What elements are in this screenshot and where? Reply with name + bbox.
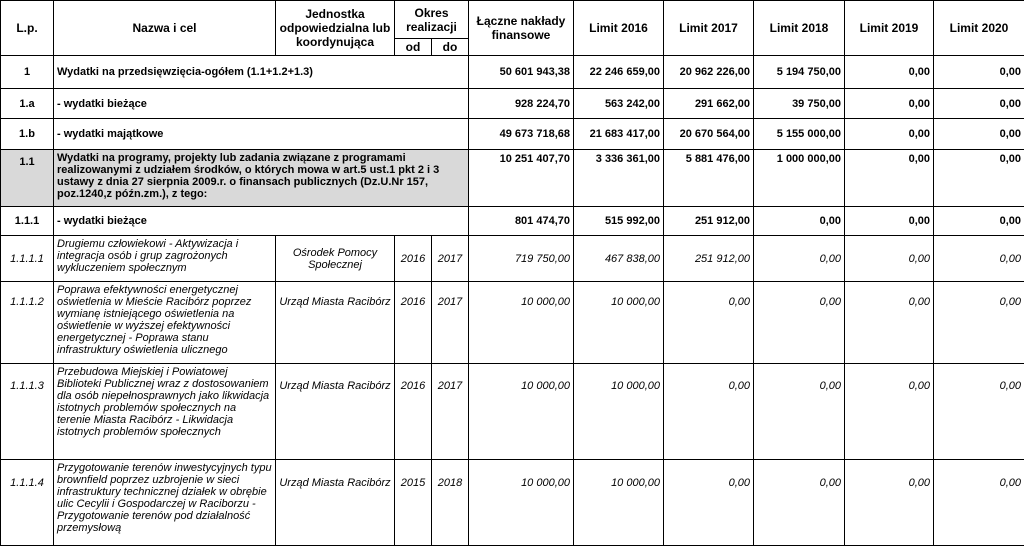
row-name: Wydatki na programy, projekty lub zadania związane z programami realizowanymi z udziałem środków, o których mowa w art.5 ust.1 pkt 2 i 3 ustawy z dnia 27 sierpnia 2009.r. o finansach publicznych (Dz.U.Nr 157, poz.1240,z późn.zm.), z tego:: [54, 150, 469, 207]
header-limit-2017: Limit 2017: [664, 1, 754, 56]
row-total: 801 474,70: [469, 207, 574, 236]
row-limit-2016: 563 242,00: [574, 89, 664, 119]
row-unit: Ośrodek Pomocy Społecznej: [276, 236, 395, 282]
row-limit-2017: 0,00: [664, 364, 754, 460]
row-total: 10 000,00: [469, 460, 574, 546]
row-to: 2017: [432, 236, 469, 282]
row-limit-2018: 5 155 000,00: [754, 119, 845, 150]
row-limit-2016: 10 000,00: [574, 460, 664, 546]
row-limit-2018: 0,00: [754, 282, 845, 364]
row-name: Wydatki na przedsięwzięcia-ogółem (1.1+1.2+1.3): [54, 56, 469, 89]
row-limit-2020: 0,00: [934, 236, 1024, 282]
row-to: 2017: [432, 364, 469, 460]
row-to: 2017: [432, 282, 469, 364]
row-lp: 1.1.1.2: [1, 282, 54, 364]
row-limit-2016: 22 246 659,00: [574, 56, 664, 89]
row-limit-2019: 0,00: [845, 89, 934, 119]
row-total: 928 224,70: [469, 89, 574, 119]
row-lp: 1.1.1.1: [1, 236, 54, 282]
header-name: Nazwa i cel: [54, 1, 276, 56]
row-total: 49 673 718,68: [469, 119, 574, 150]
table-row: [1, 119, 1024, 150]
row-limit-2018: 1 000 000,00: [754, 150, 845, 207]
row-limit-2019: 0,00: [845, 236, 934, 282]
row-limit-2018: 0,00: [754, 207, 845, 236]
row-limit-2020: 0,00: [934, 460, 1024, 546]
row-from: 2015: [395, 460, 432, 546]
row-limit-2016: 10 000,00: [574, 364, 664, 460]
row-limit-2019: 0,00: [845, 150, 934, 207]
row-lp: 1.a: [1, 89, 54, 119]
row-unit: Urząd Miasta Racibórz: [276, 364, 395, 460]
row-unit: Urząd Miasta Racibórz: [276, 460, 395, 546]
row-limit-2020: 0,00: [934, 364, 1024, 460]
row-limit-2017: 251 912,00: [664, 236, 754, 282]
row-limit-2018: 5 194 750,00: [754, 56, 845, 89]
row-name: Przebudowa Miejskiej i Powiatowej Biblioteki Publicznej wraz z dostosowaniem dla osób niepełnosprawnych jako likwidacja istotnych problemów społecznych na terenie Miasta Racibórz - Likwidacja istotnych problemów społecznych: [54, 364, 276, 460]
row-limit-2017: 5 881 476,00: [664, 150, 754, 207]
row-name: Przygotowanie terenów inwestycyjnych typu brownfield poprzez uzbrojenie w sieci infrastruktury technicznej działek w obrębie ulic Cecylii i Gospodarczej w Raciborzu - Przygotowanie terenów pod działalność przemysłową: [54, 460, 276, 546]
row-limit-2019: 0,00: [845, 56, 934, 89]
row-from: 2016: [395, 364, 432, 460]
header-period: Okres realizacji: [395, 1, 469, 39]
table-row: [1, 460, 1024, 546]
row-unit: Urząd Miasta Racibórz: [276, 282, 395, 364]
row-limit-2018: 0,00: [754, 236, 845, 282]
table-row: [1, 282, 1024, 364]
row-lp: 1.1.1.3: [1, 364, 54, 460]
table-row: [1, 56, 1024, 89]
row-name: Poprawa efektywności energetycznej oświetlenia w Mieście Racibórz poprzez wymianę istniejącego oświetlenia na oświetlenie w wyższej efektywności energetycznej - Poprawa stanu infrastruktury oświetlenia ulicznego: [54, 282, 276, 364]
row-limit-2020: 0,00: [934, 56, 1024, 89]
header-limit-2020: Limit 2020: [934, 1, 1024, 56]
row-name: - wydatki bieżące: [54, 89, 469, 119]
row-limit-2016: 10 000,00: [574, 282, 664, 364]
header-limit-2016: Limit 2016: [574, 1, 664, 56]
row-limit-2019: 0,00: [845, 364, 934, 460]
row-limit-2019: 0,00: [845, 460, 934, 546]
row-limit-2017: 291 662,00: [664, 89, 754, 119]
row-to: 2018: [432, 460, 469, 546]
table-row: [1, 89, 1024, 119]
row-from: 2016: [395, 236, 432, 282]
table-row: [1, 207, 1024, 236]
row-limit-2018: 0,00: [754, 460, 845, 546]
row-total: 10 251 407,70: [469, 150, 574, 207]
row-total: 10 000,00: [469, 364, 574, 460]
table-row: [1, 364, 1024, 460]
row-lp: 1.b: [1, 119, 54, 150]
row-limit-2020: 0,00: [934, 207, 1024, 236]
header-unit: Jednostka odpowiedzialna lub koordynująca: [276, 1, 395, 56]
header-limit-2018: Limit 2018: [754, 1, 845, 56]
row-limit-2016: 3 336 361,00: [574, 150, 664, 207]
row-name: - wydatki bieżące: [54, 207, 469, 236]
header-total: Łączne nakłady finansowe: [469, 1, 574, 56]
header-from: od: [395, 39, 432, 56]
row-limit-2020: 0,00: [934, 282, 1024, 364]
row-limit-2019: 0,00: [845, 207, 934, 236]
row-limit-2017: 251 912,00: [664, 207, 754, 236]
row-lp: 1.1: [1, 150, 54, 207]
header-limit-2019: Limit 2019: [845, 1, 934, 56]
row-total: 719 750,00: [469, 236, 574, 282]
row-lp: 1.1.1.4: [1, 460, 54, 546]
row-limit-2020: 0,00: [934, 119, 1024, 150]
row-limit-2020: 0,00: [934, 150, 1024, 207]
row-limit-2016: 515 992,00: [574, 207, 664, 236]
row-lp: 1: [1, 56, 54, 89]
row-total: 50 601 943,38: [469, 56, 574, 89]
row-total: 10 000,00: [469, 282, 574, 364]
row-name: - wydatki majątkowe: [54, 119, 469, 150]
row-limit-2018: 0,00: [754, 364, 845, 460]
header-lp: L.p.: [1, 1, 54, 56]
row-name: Drugiemu człowiekowi - Aktywizacja i integracja osób i grup zagrożonych wykluczeniem społecznym: [54, 236, 276, 282]
row-from: 2016: [395, 282, 432, 364]
row-limit-2017: 0,00: [664, 282, 754, 364]
row-limit-2017: 0,00: [664, 460, 754, 546]
row-limit-2020: 0,00: [934, 89, 1024, 119]
row-limit-2016: 21 683 417,00: [574, 119, 664, 150]
row-limit-2019: 0,00: [845, 119, 934, 150]
header-to: do: [432, 39, 469, 56]
row-limit-2017: 20 962 226,00: [664, 56, 754, 89]
table-row: [1, 236, 1024, 282]
row-limit-2019: 0,00: [845, 282, 934, 364]
row-lp: 1.1.1: [1, 207, 54, 236]
row-limit-2016: 467 838,00: [574, 236, 664, 282]
row-limit-2017: 20 670 564,00: [664, 119, 754, 150]
table-row: [1, 150, 1024, 207]
row-limit-2018: 39 750,00: [754, 89, 845, 119]
